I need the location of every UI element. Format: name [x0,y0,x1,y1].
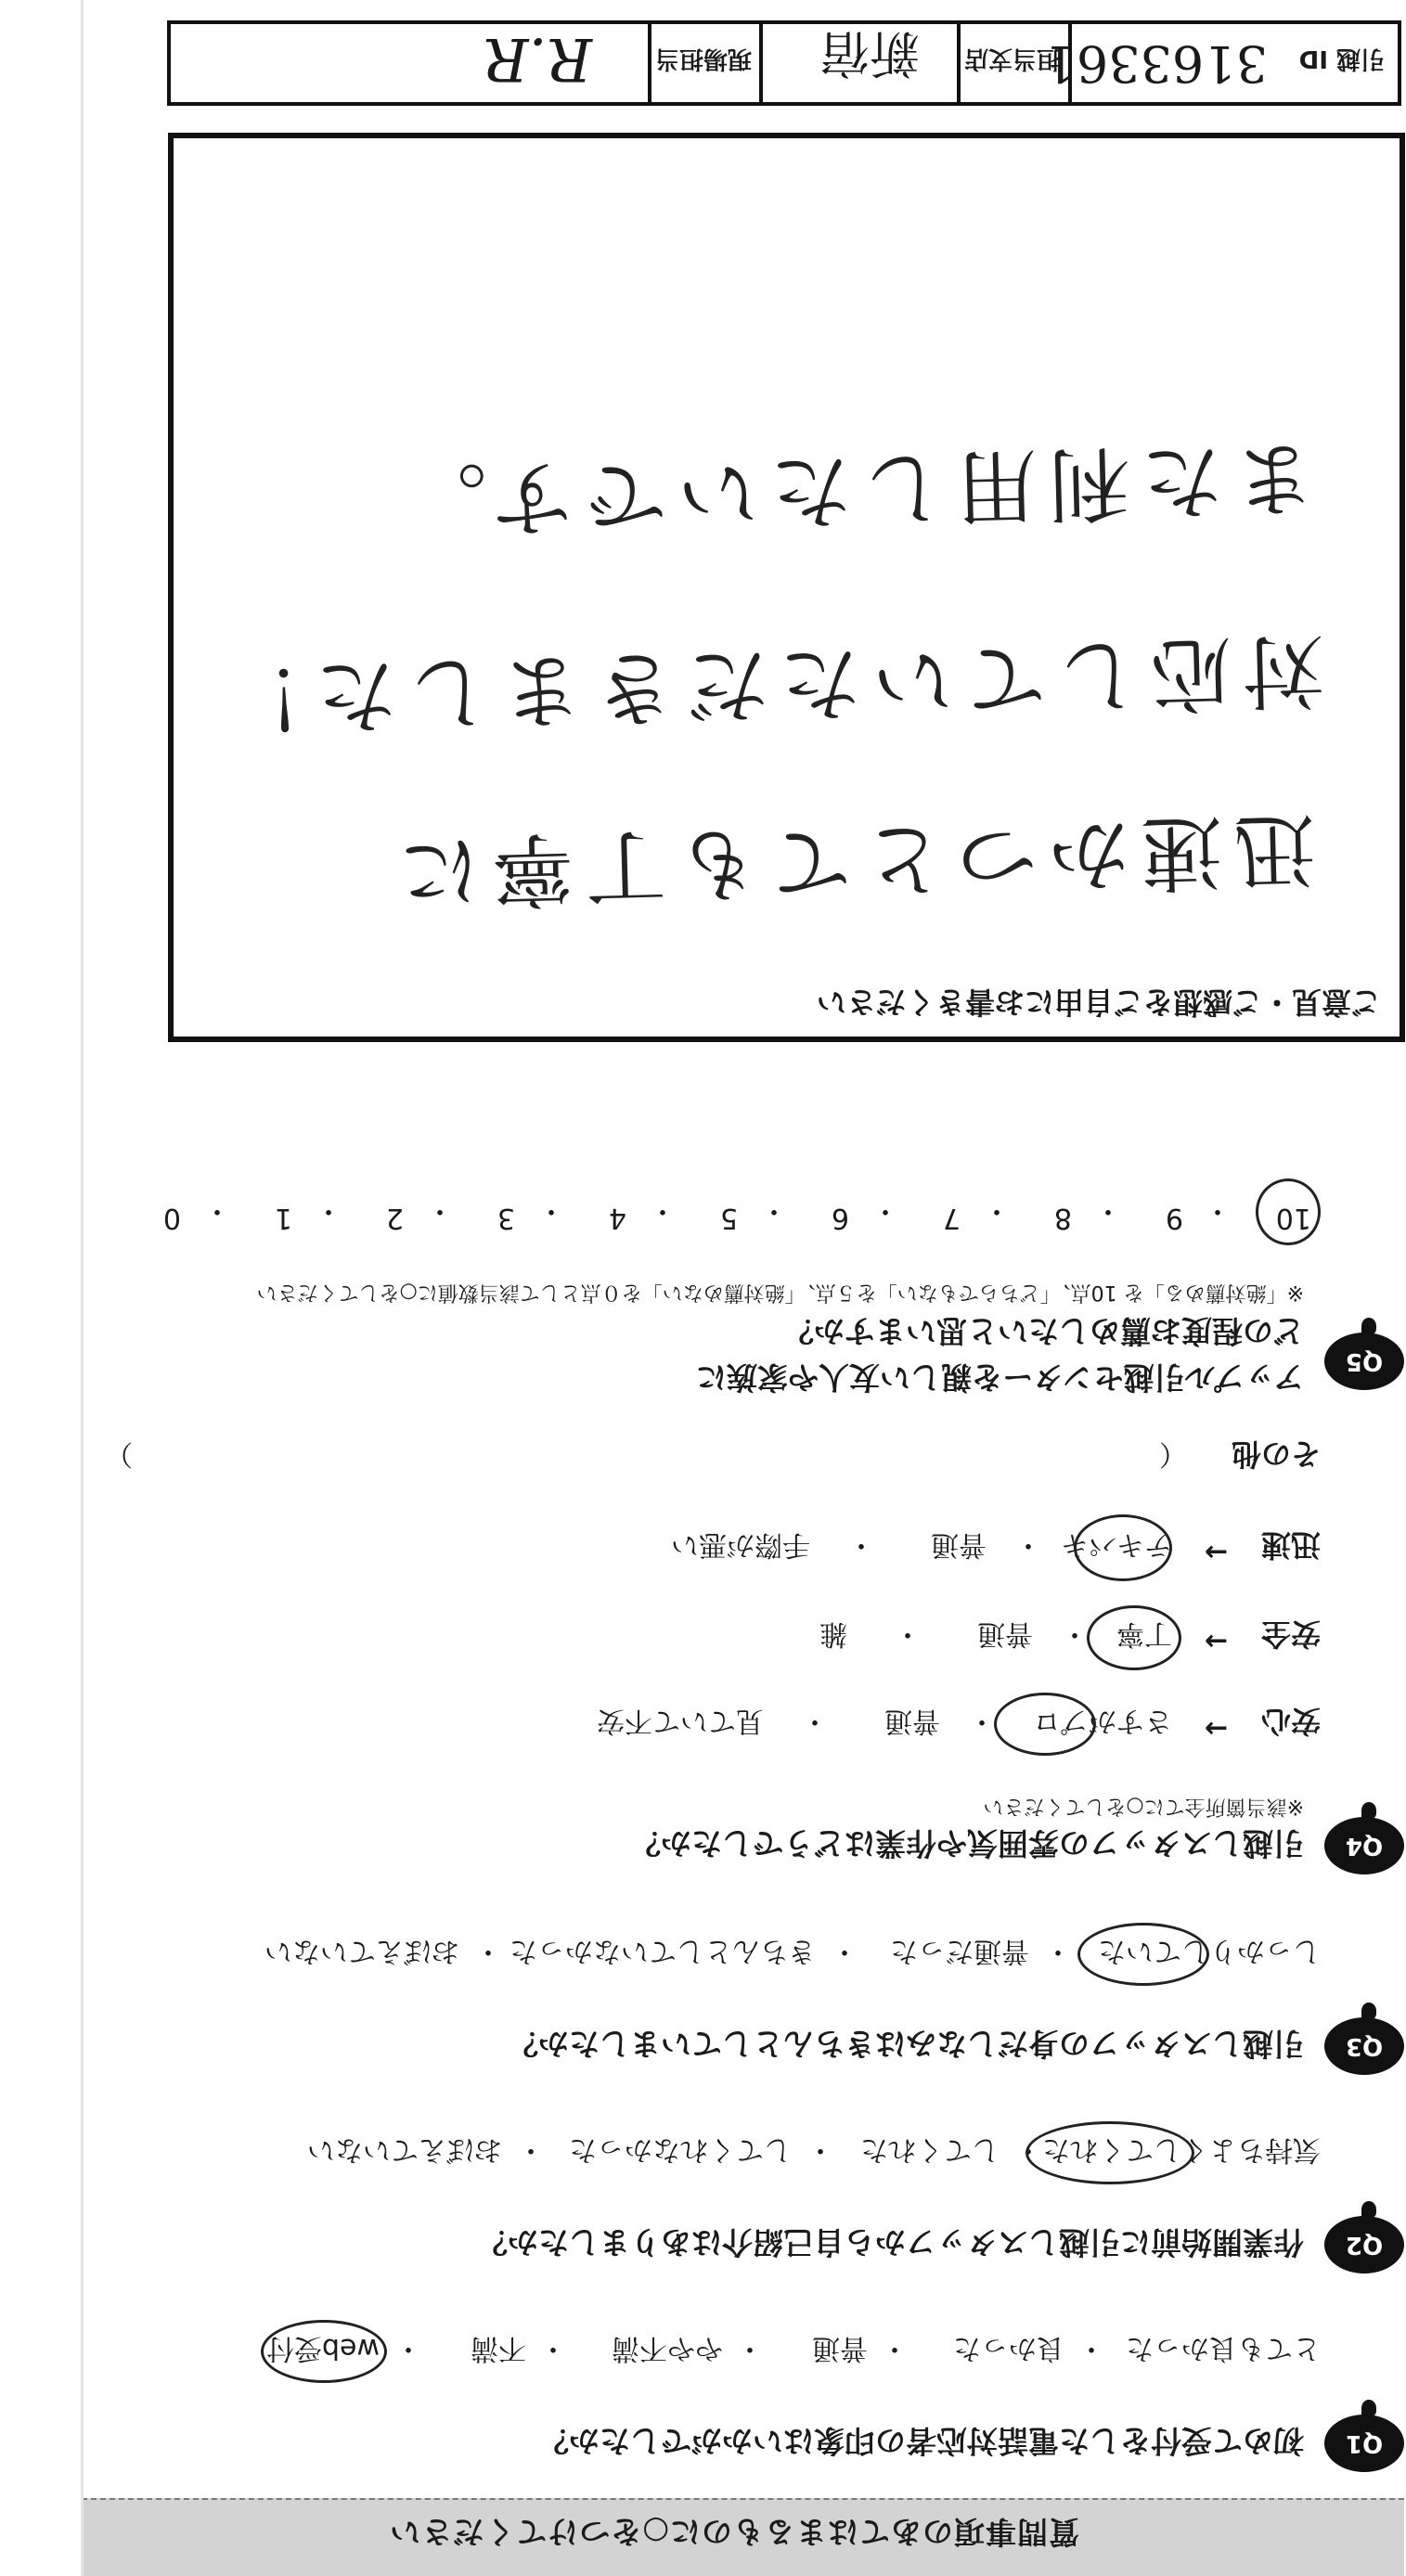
q2-option[interactable]: おぼえていない [307,2133,502,2166]
comments-title: ご意見・ご感想をご自由にお書きください [816,985,1381,1020]
branch-label: 担当支店 [963,45,1061,72]
q4-option-circled[interactable]: テキパキ [1061,1528,1172,1561]
q5-badge: Q5 [1324,1333,1404,1390]
q4-other-close: ） [105,1437,133,1470]
move-id-label: 引越 ID [1298,45,1385,72]
q5-scale-option[interactable]: 9 [1165,1202,1183,1234]
q3-badge: Q3 [1324,2017,1404,2075]
instruction-banner [82,2498,1404,2576]
handwritten-line: 迅速かつとても丁寧に [386,800,1318,921]
q5-scale-option[interactable]: 5 [719,1202,738,1234]
q2-badge: Q2 [1324,2216,1404,2273]
q2-circle-mark [1025,2121,1194,2184]
handwritten-line: また利用したいです。 [393,430,1318,549]
q2-option[interactable]: してくれなかった [569,2133,792,2166]
q3-option-circled[interactable]: しっかりしていた [1098,1935,1321,1967]
q5-scale-option[interactable]: 3 [497,1202,515,1234]
branch-value: 新宿 [819,24,920,83]
q5-scale-option[interactable]: 8 [1053,1202,1072,1234]
q4-row-arrow: → [1204,1712,1228,1745]
q1-option[interactable]: やや不満 [612,2332,723,2364]
lead-label: 現場担当 [654,45,752,72]
q4-note: ※該当箇所全てに○をしてください [983,1795,1304,1818]
branch-value-cell [759,24,957,102]
q4-option[interactable]: 手際が悪い [671,1528,810,1561]
q5-scale-option[interactable]: 0 [162,1202,181,1234]
q1-option[interactable]: 良かった [953,2332,1064,2364]
q4-option-circled[interactable]: 丁寧 [1116,1617,1172,1650]
q1-option[interactable]: 不満 [471,2332,526,2364]
q1-option[interactable]: 普通 [812,2332,868,2364]
q4-option[interactable]: 普通 [931,1528,987,1561]
move-id-cell [1044,24,1398,102]
q3-circle-mark [1077,1923,1209,1986]
q4-circle-mark [1087,1605,1181,1670]
move-id-value: 3163361 [1044,34,1268,93]
q1-option-circled[interactable]: web受付 [265,2332,380,2364]
q3-text: 引越しスタッフの身だしなみはきちんとしていましたか？ [508,2026,1304,2062]
q2-option[interactable]: 気持ちよくしてくれた [1042,2133,1321,2166]
q4-option-circled[interactable]: さすがプロ [1033,1705,1172,1737]
lead-value: R.R [484,24,592,93]
q4-option[interactable]: 雑 [819,1617,847,1650]
q2-option-circled[interactable]: してくれた [860,2133,1000,2166]
page-edge [0,0,84,2576]
q5-circle-mark [1256,1179,1321,1245]
q5-scale: 10 ・ 9 ・ 8 ・ 7 ・ 6 ・ 5 ・ 4 ・ 3 ・ 2 ・ 1 ・ 0 [114,1179,1321,1234]
q4-other-open: （ [1159,1437,1187,1470]
q3-option[interactable]: おぼえていない [264,1935,459,1967]
q4-badge: Q4 [1324,1817,1404,1874]
handwritten-line: 対応していただきました！ [210,622,1326,747]
q4-row-label: 安心 [1260,1704,1321,1739]
q4-option[interactable]: 普通 [884,1705,940,1737]
office-use-bar [167,20,1401,106]
q4-option[interactable]: 普通 [977,1617,1033,1650]
q4-row-label: 迅速 [1260,1527,1321,1563]
q4-row-arrow: → [1204,1625,1228,1657]
q4-text: 引越しスタッフの雰囲気や作業はどうでしたか？ [630,1825,1304,1861]
q1-text: 初めて受付をした電話対応者の印象はいかがでしたか？ [538,2423,1304,2459]
q3-option[interactable]: 普通だった [890,1935,1029,1967]
q1-badge: Q1 [1324,2415,1404,2472]
q5-scale-option[interactable]: 1 [274,1202,292,1234]
q4-other-label: その他 [1231,1436,1321,1472]
q4-circle-mark [1074,1514,1172,1581]
survey-section: 質問事項のあてはまるものに○をつけてください Q1 初めて受付をした電話対応者の印象はいかがでしたか？ とても良かった ・ 良かった ・ 普通 ・ やや不満 ・ 不満 ・ web受付 Q2 作業開始前に引越しスタッフから自己紹介はありましたか？ 気持ちよくしてくれた ・ してくれた ・ してくれなかった ・ おぼえていない Q3 引越しスタッフの身だしなみはきちんとしていましたか？ しっかりしていた ・ 普通だった ・ きちんとしていなかった ・ おぼえていない Q4 引越しスタッフの雰囲気や作業はどうでしたか？ ※該当箇所全てに○をしてください 安心 → さすがプロ ・ 普通 ・ 見ていて不安 安全 → 丁寧 ・ 普通 ・ 雑 迅速 → テキパキ ・ 普通 ・ 手際が悪い その他 （ ） Q5 アップル引越センターを親しい友人や家族に どの程度お薦めしたいと思いますか？ ※「絶対薦める」を 10点、「どちらでもない」を５点、「絶対薦めない」を０点として該当数値に○をしてください 10 ・ 9 ・ 8 ・ 7 ・ 6 ・ 5 ・ 4 ・ 3 ・ 2 ・ 1 ・ 0 [82,1080,1404,2576]
q5-scale-option[interactable]: 2 [385,1202,404,1234]
q5-scale-option[interactable]: 6 [831,1202,849,1234]
lead-value-cell [171,24,648,102]
lead-label-cell [648,24,759,102]
instruction-text: 質問事項のあてはまるものに○をつけてください [389,2514,1079,2550]
q4-row-label: 安全 [1260,1616,1321,1652]
q3-option[interactable]: きちんとしていなかった [510,1935,816,1967]
q4-row-arrow: → [1204,1536,1228,1568]
q4-option[interactable]: 見ていて不安 [597,1705,764,1737]
q5-scale-option[interactable]: 4 [608,1202,626,1234]
branch-label-cell [957,24,1068,102]
q5-scale-option-circled[interactable]: 10 [1275,1202,1311,1234]
q2-text: 作業開始前に引越しスタッフから自己紹介はありましたか？ [477,2224,1304,2260]
q5-scale-option[interactable]: 7 [942,1202,961,1234]
comments-box[interactable] [168,133,1405,1042]
q5-text: アップル引越センターを親しい友人や家族に [695,1359,1304,1396]
q1-circle-mark [261,2320,387,2383]
q1-option[interactable]: とても良かった [1126,2332,1321,2364]
q5-note: ※「絶対薦める」を 10点、「どちらでもない」を５点、「絶対薦めない」を０点として該当数値に○をしてください [256,1281,1304,1304]
q4-circle-mark [994,1693,1096,1756]
q5-text-line2: どの程度お薦めしたいと思いますか？ [783,1313,1304,1349]
